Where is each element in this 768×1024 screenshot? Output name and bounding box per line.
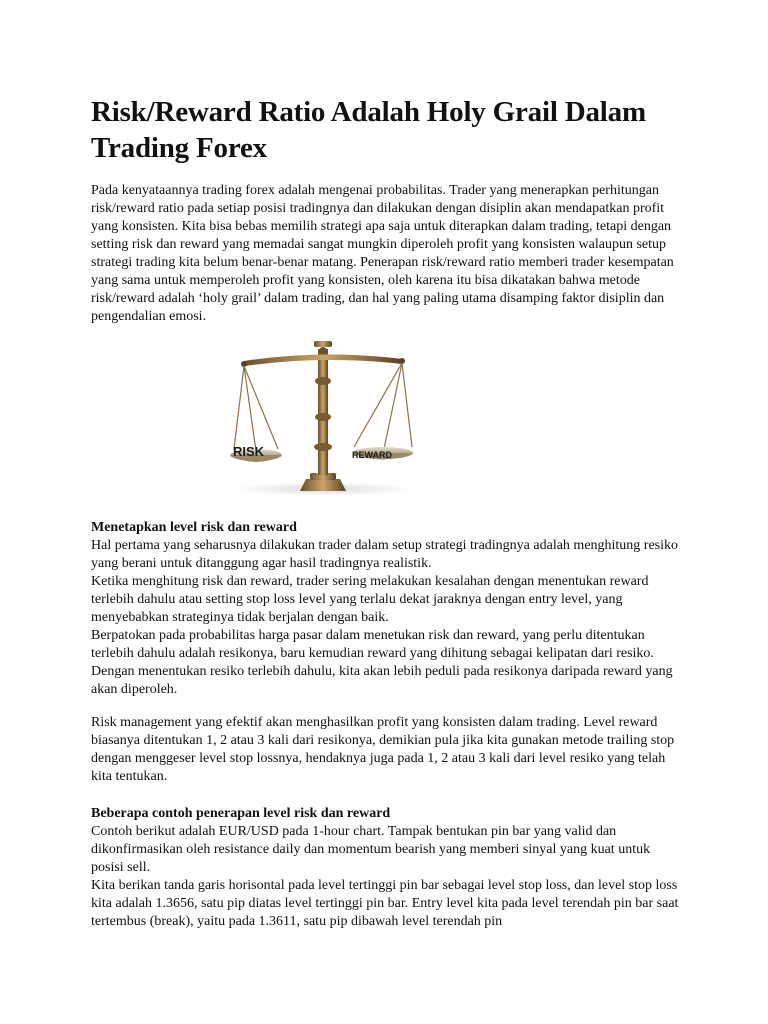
paragraph: Berpatokan pada probabilitas harga pasar dalam menetukan risk dan reward, yang perlu ditentukan terlebih dahulu adalah resikonya, baru kemudian reward yang dihitung sebagai kelipatan dari resiko. Dengan menentukan resiko terlebih dahulu, kita akan lebih peduli pada resikonya daripada reward yang akan diperoleh. bbox=[91, 628, 673, 697]
reward-label: REWARD bbox=[352, 450, 392, 460]
risk-management-paragraph: Risk management yang efektif akan menghasilkan profit yang konsisten dalam trading. Level reward biasanya ditentukan 1, 2 atau 3 kali dari resikonya, demikian pula jika kita gunakan metode trailing stop dengan menggeser level stop lossnya, hendaknya juga pada 1, 2 atau 3 kali dari level resiko yang telah kita tentukan. bbox=[91, 715, 675, 784]
paragraph: Hal pertama yang seharusnya dilakukan trader dalam setup strategi tradingnya adalah menghitung resiko yang berani untuk ditanggung agar hasil tradingnya realistik. bbox=[91, 538, 679, 571]
intro-paragraph: Pada kenyataannya trading forex adalah mengenai probabilitas. Trader yang menerapkan perhitungan risk/reward ratio pada setiap posisi tradingnya dan dilakukan dengan disiplin akan mendapatkan profit yang konsisten. Kita bisa bebas memilih strategi apa saja untuk diterapkan dalam trading, tetapi dengan setting risk dan reward yang memadai sangat mungkin diperoleh profit yang konsisten walaupun setup strategi trading kita belum benar-benar matang. Penerapan risk/reward ratio memberi trader kesempatan yang sama untuk memperoleh profit yang konsisten, oleh karena itu bisa dikatakan bahwa metode risk/reward adalah ‘holy grail’ dalam trading, dan hal yang paling utama disamping faktor disiplin dan pengendalian emosi. bbox=[91, 183, 674, 324]
section-examples bbox=[91, 805, 681, 931]
paragraph: Contoh berikut adalah EUR/USD pada 1-hour chart. Tampak bentukan pin bar yang valid dan dikonfirmasikan oleh resistance daily dan momentum bearish yang memberi sinyal yang kuat untuk posisi sell. bbox=[91, 824, 651, 875]
paragraph: Kita berikan tanda garis horisontal pada level tertinggi pin bar sebagai level stop loss, dan level stop loss kita adalah 1.3656, satu pip diatas level tertinggi pin bar. Entry level kita pada level terendah pin bar saat tertembus (break), yaitu pada 1.3611, satu pip dibawah level terendah pin bbox=[91, 878, 679, 929]
section-heading: Beberapa contoh penerapan level risk dan reward bbox=[91, 806, 391, 821]
section-heading: Menetapkan level risk dan reward bbox=[91, 520, 297, 535]
section-set-risk-reward bbox=[91, 519, 681, 699]
page-title: Risk/Reward Ratio Adalah Holy Grail Dalam Trading Forex bbox=[91, 96, 646, 164]
risk-reward-scale-image bbox=[230, 339, 416, 495]
paragraph: Ketika menghitung risk dan reward, trader sering melakukan kesalahan dengan menentukan reward terlebih dahulu atau setting stop loss level yang terlalu dekat jaraknya dengan entry level, yang menyebabkan strateginya tidak berjalan dengan baik. bbox=[91, 574, 649, 625]
document-page bbox=[91, 94, 679, 929]
risk-label: RISK bbox=[233, 444, 265, 459]
